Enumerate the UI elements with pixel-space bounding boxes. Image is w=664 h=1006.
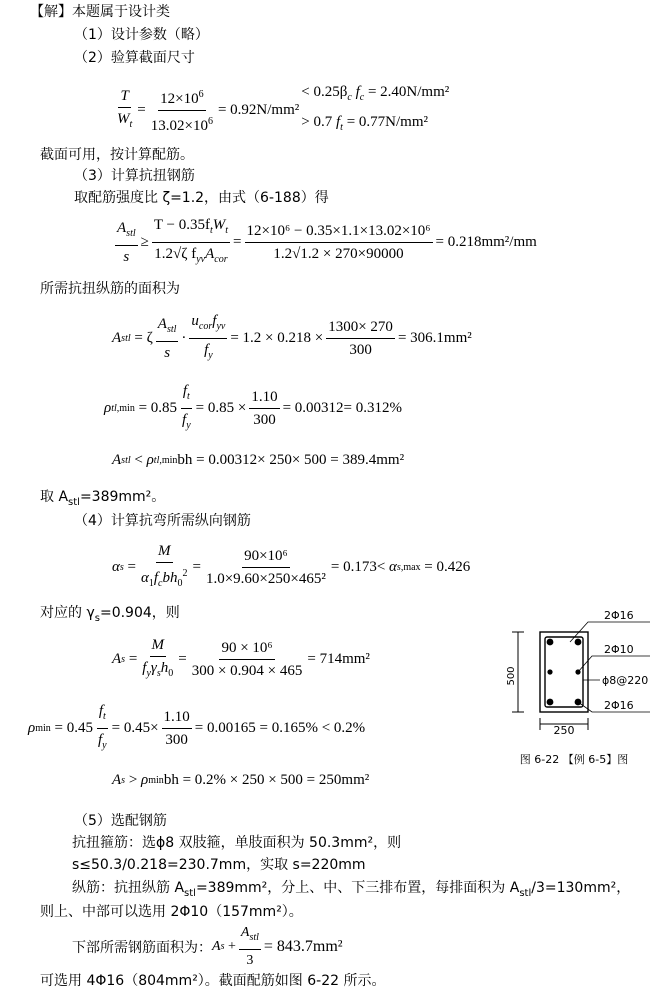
rebar-top-right [575, 639, 582, 646]
equation-6: α s = $\frac{M}{\alpha_1f_cbh_0^2}$ = $\frac{\text{90×10⁶}}{\text{1.0×9.60×250×465²}}$ = 0.173< α s ,max = 0.426 [112, 543, 471, 589]
equation-4: ρ tl ,min = 0.85 $\frac{f_t}{f_y}$ = 0.85 × $\frac{1.10}{300}$ = 0.00312= 0.312% [104, 383, 403, 431]
label-stirrup: ϕ8@220 [602, 674, 649, 687]
rebar-mid-left [547, 669, 552, 674]
equation-5: A stl < ρ tl ,min bh = 0.00312× 250× 500 = 389.4mm² [112, 452, 405, 468]
equation-8: ρ min = 0.45 $\frac{f_t}{f_y}$ = 0.45× $\frac{1.10}{300}$ = 0.00165 = 0.165% < 0.2% [28, 703, 366, 751]
stirrup-line-2: s≤50.3/0.218=230.7mm，实取 s=220mm [72, 857, 366, 873]
label-top-bars: 2Φ16 [604, 609, 634, 622]
step-1: （1）设计参数（略） [74, 27, 209, 43]
cross-section-figure [500, 600, 660, 770]
dim-width-label: 250 [553, 724, 575, 737]
label-bottom-bars: 2Φ16 [604, 699, 634, 712]
long-area-text: 所需抗扭纵筋的面积为 [40, 281, 180, 297]
equation-2: $\frac{A_{stl}}{s}$ ≥ $\frac{T - 0.35f_tW_t}{1.2√\zeta f_{yv}A_{cor}}$ = $\frac{\text{12×10⁶ − 0.35×1.1×13.02×10⁶}}{1.2√1.2 \times 270\times 90000}$ = 0.218mm²/mm [117, 217, 537, 265]
equation-1: $\frac{T}{W_t}$ = $\frac{12\times 10^6}{13.02\times 10^6}$ = 0.92N/mm² < $0.25\beta_c$ $f_c = 2.40N/mm^2$ > 0.7 $f_t = 0.77N/mm^2$ [117, 84, 450, 134]
step-4: （4）计算抗弯所需纵向钢筋 [74, 513, 251, 529]
step-3: （3）计算抗扭钢筋 [74, 168, 195, 184]
equation-7: A s = $\frac{M}{f_y\gamma_sh_0}$ = $\frac{\text{90 × 10⁶}}{300 \times 0.904 \times 465}$ = 714mm² [112, 637, 370, 679]
label-mid-bars: 2Φ10 [604, 643, 634, 656]
gamma-text: 对应的 $\gamma_s=0.904$，则 [40, 605, 180, 624]
stirrup-line-1: 抗扭箍筋：选ϕ8 双肢箍，单肢面积为 50.3mm²，则 [72, 835, 402, 851]
equation-3: A stl = ζ $\frac{A_{stl}}{s}$ · $\frac{u_{cor}f_{yv}}{f_y}$ = 1.2 × 0.218 × $\frac{1300\times 270}{300}$ = 306.1mm² [112, 313, 472, 361]
step-5: （5）选配钢筋 [74, 813, 167, 829]
rebar-top-left [547, 639, 554, 646]
figure-caption: 图 6-22 【例 6-5】图 [519, 753, 629, 766]
dim-height-label: 500 [506, 666, 517, 686]
conclusion-2: 截面可用，按计算配筋。 [40, 147, 194, 163]
step-2: （2）验算截面尺寸 [74, 50, 195, 66]
longitudinal-line-1: 纵筋：抗扭纵筋 $A_{stl}=389mm^2$，分上、中、下三排布置，每排面积为 $A_{stl}/3=130mm^2$， [72, 880, 631, 899]
take-ast: 取 $A_{stl}=389mm^2$。 [40, 489, 166, 508]
ratio-text: 取配筋强度比 ζ=1.2，由式（6-188）得 [74, 190, 329, 206]
heading: 【解】本题属于设计类 [30, 4, 170, 20]
bottom-area-equation: 下部所需钢筋面积为： A s + $\frac{A_{stl}}{3}$ = 843.7mm² [72, 925, 343, 968]
section-outline [540, 632, 588, 712]
equation-9: A s > ρ min bh = 0.2% × 250 × 500 = 250mm² [112, 772, 370, 788]
final-text: 可选用 4Φ16（804mm²）。截面配筋如图 6-22 所示。 [40, 973, 386, 989]
rebar-bottom-left [547, 699, 554, 706]
longitudinal-line-2: 则上、中部可以选用 2Φ10（157mm²）。 [40, 904, 303, 920]
